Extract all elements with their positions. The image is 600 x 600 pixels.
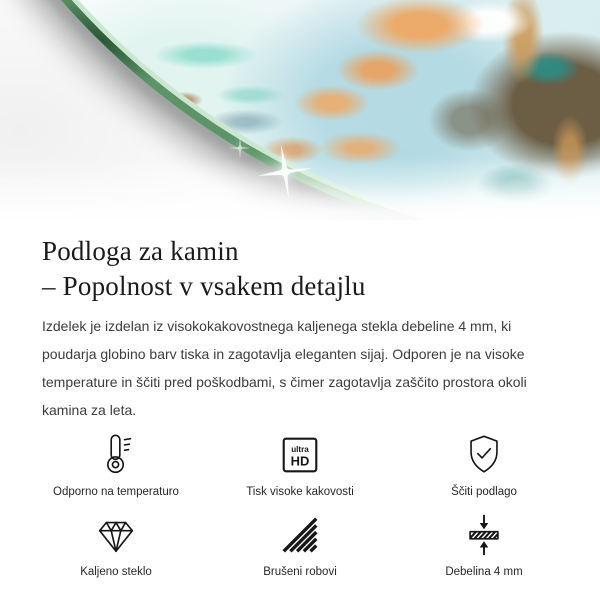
product-image [0, 0, 600, 220]
page-title [42, 234, 558, 304]
thickness-4mm-icon [461, 512, 507, 558]
feature-label: Ščiti podlago [451, 486, 517, 498]
feature-thickness [392, 512, 576, 578]
product-description: Izdelek je izdelan iz visokokakovostnega kaljenega stekla debeline 4 mm, ki poudarja globino barv tiska in zagotavlja eleganten sijaj. Odporen je na visoke temperature in ščiti pred poškodbami, s čimer zagotavlja zaščito prostora okoli kamina za leta. [42, 318, 527, 418]
feature-brushed-edges [208, 512, 392, 578]
feature-label: Brušeni robovi [263, 566, 337, 578]
sparkle-icon [249, 136, 321, 208]
brushed-edges-icon [277, 512, 323, 558]
ultra-hd-icon-text-top: ultra [291, 445, 309, 455]
feature-label: Odporno na temperaturo [53, 486, 179, 498]
ultra-hd-icon-text-bottom: HD [290, 453, 310, 469]
feature-label: Kaljeno steklo [80, 566, 152, 578]
thermometer-icon [93, 432, 139, 478]
features-grid [24, 432, 576, 578]
feature-label: Debelina 4 mm [445, 566, 523, 578]
page-title-line1: Podloga za kamin [42, 236, 239, 266]
feature-label: Tisk visoke kakovosti [246, 486, 354, 498]
feature-temperature [24, 432, 208, 498]
shield-check-icon [461, 432, 507, 478]
diamond-icon [93, 512, 139, 558]
feature-protects-base [392, 432, 576, 498]
ultra-hd-icon [277, 432, 323, 478]
feature-print-quality [208, 432, 392, 498]
page-title-line2: – Popolnost v vsakem detajlu [42, 271, 366, 301]
feature-tempered-glass [24, 512, 208, 578]
